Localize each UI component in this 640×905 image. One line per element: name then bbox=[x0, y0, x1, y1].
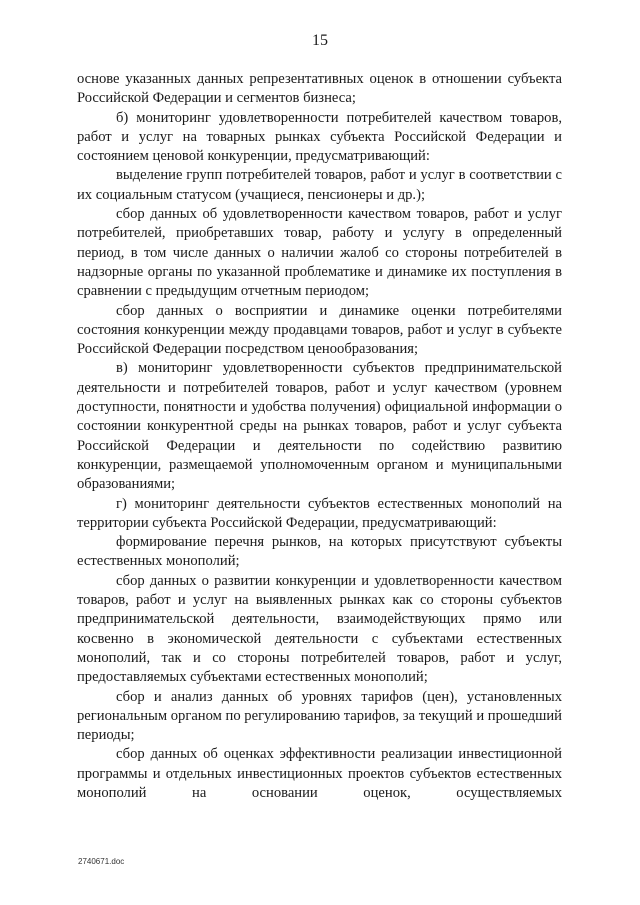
paragraph-item-v: в) мониторинг удовлетворенности субъектов предпринимательской деятельности и потребителей товаров, работ и услуг качеством (уровнем доступности, понятности и удобства получения) официальной информации о состоянии конкурентной среды на рынках товаров, работ и услуг субъекта Российской Федерации и деятельности по содействию развитию конкуренции, размещаемой уполномоченным органом и муниципальными образованиями; bbox=[77, 360, 562, 493]
paragraph-item-b: б) мониторинг удовлетворенности потребителей качеством товаров, работ и услуг на товарных рынках субъекта Российской Федерации и состоянием ценовой конкуренции, предусматривающий: bbox=[77, 109, 562, 165]
paragraph-item-g: г) мониторинг деятельности субъектов естественных монополий на территории субъекта Российской Федерации, предусматривающий: bbox=[77, 495, 562, 531]
document-body bbox=[77, 70, 562, 803]
paragraph: сбор данных о развитии конкуренции и удовлетворенности качеством товаров, работ и услуг на выявленных рынках как со стороны субъектов предпринимательской деятельности, взаимодействующих прямо или косвенно в экономической деятельности с субъектами естественных монополий, так и со стороны потребителей товаров, работ и услуг, предоставляемых субъектами естественных монополий; bbox=[77, 572, 562, 686]
paragraph: сбор данных об удовлетворенности качеством товаров, работ и услуг потребителей, приобретавших товар, работу и услугу в определенный период, в том числе данных о наличии жалоб со стороны потребителей в надзорные органы по указанной проблематике и динамике их поступления в сравнении с предыдущим отчетным периодом; bbox=[77, 206, 562, 300]
paragraph: сбор данных о восприятии и динамике оценки потребителями состояния конкуренции между продавцами товаров, работ и услуг в субъекте Российской Федерации посредством ценообразования; bbox=[77, 302, 562, 358]
paragraph: выделение групп потребителей товаров, работ и услуг в соответствии с их социальным статусом (учащиеся, пенсионеры и др.); bbox=[77, 167, 562, 203]
footer-file-code: 2740671.doc bbox=[78, 857, 125, 866]
paragraph-continuation: основе указанных данных репрезентативных оценок в отношении субъекта Российской Федерации и сегментов бизнеса; bbox=[77, 71, 562, 107]
paragraph: сбор данных об оценках эффективности реализации инвестиционной программы и отдельных инвестиционных проектов субъектов естественных монополий на основании оценок, осуществляемых bbox=[77, 746, 562, 801]
paragraph: формирование перечня рынков, на которых присутствуют субъекты естественных монополий; bbox=[77, 534, 562, 570]
paragraph: сбор и анализ данных об уровнях тарифов (цен), установленных региональным органом по регулированию тарифов, за текущий и прошедший периоды; bbox=[77, 688, 562, 744]
page-number: 15 bbox=[312, 32, 328, 49]
